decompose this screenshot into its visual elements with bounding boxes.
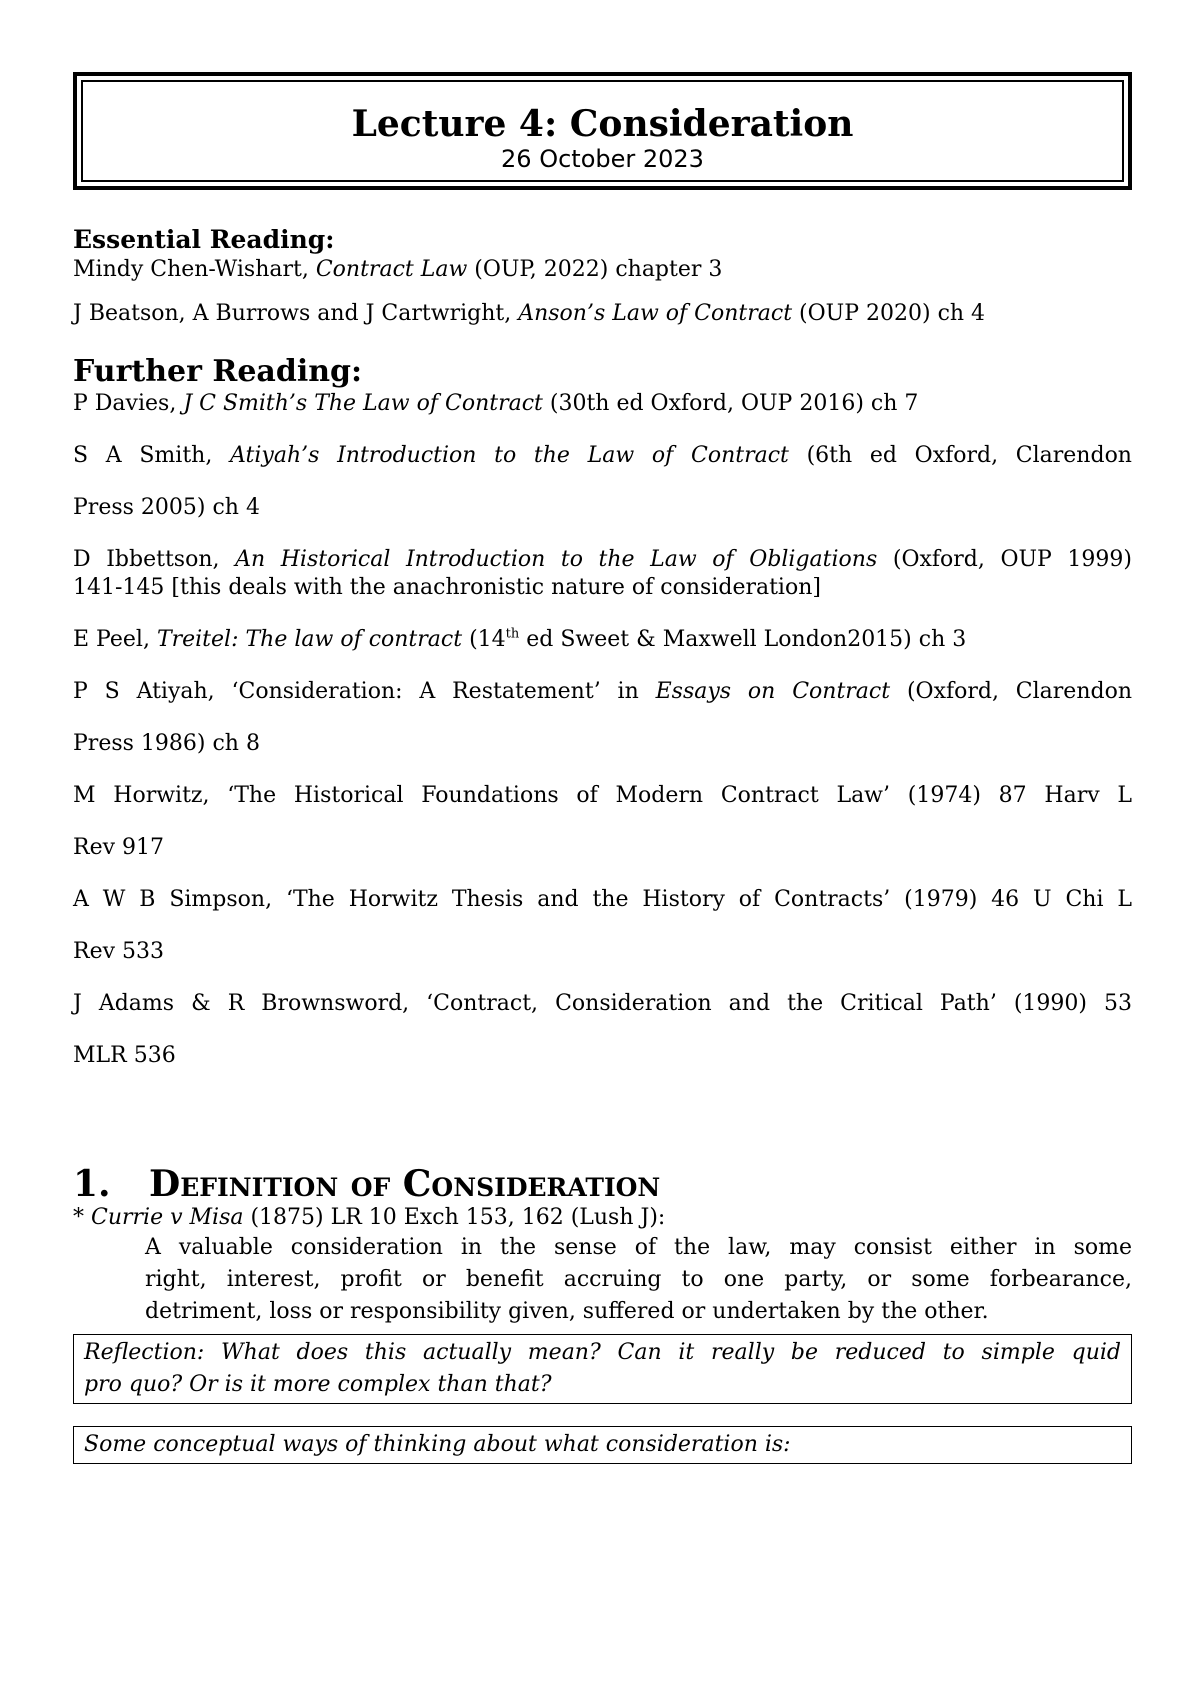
further-ref-5: P S Atiyah, ‘Consideration: A Restatement’ in Essays on Contract (Oxford, Clarendon: [73, 679, 1132, 704]
reflection-line-1: Reflection: What does this actually mean? Can it really be reduced to simple quid: [84, 1340, 1121, 1365]
further-reading-heading: Further Reading:: [73, 354, 363, 389]
further-ref-4: E Peel, Treitel: The law of contract (14th ed Sweet & Maxwell London2015) ch 3: [73, 626, 967, 652]
further-ref-2-cont: Press 2005) ch 4: [73, 495, 260, 520]
document-page: [73, 72, 1132, 1464]
quote-line-1: A valuable consideration in the sense of the law, may consist either in some: [145, 1235, 1132, 1260]
further-ref-7: A W B Simpson, ‘The Horwitz Thesis and the History of Contracts’ (1979) 46 U Chi L: [73, 887, 1132, 912]
further-ref-5-cont: Press 1986) ch 8: [73, 731, 260, 756]
further-ref-6-cont: Rev 917: [73, 835, 164, 860]
section-1-number: 1.: [73, 1163, 111, 1205]
title-box: [73, 72, 1132, 190]
further-ref-3: D Ibbettson, An Historical Introduction to the Law of Obligations (Oxford, OUP 1999): [73, 547, 1132, 572]
quote-line-2: right, interest, profit or benefit accruing to one party, or some forbearance,: [145, 1267, 1132, 1292]
further-ref-1: P Davies, J C Smith’s The Law of Contract (30th ed Oxford, OUP 2016) ch 7: [73, 391, 919, 416]
further-ref-6: M Horwitz, ‘The Historical Foundations of Modern Contract Law’ (1974) 87 Harv L: [73, 783, 1132, 808]
section-1-title: Definition of Consideration: [149, 1163, 661, 1205]
further-ref-8: J Adams & R Brownsword, ‘Contract, Consideration and the Critical Path’ (1990) 53: [73, 991, 1132, 1016]
reflection-box: [73, 1334, 1132, 1404]
lecture-title: Lecture 4: Consideration: [351, 103, 854, 145]
conceptual-box: Some conceptual ways of thinking about what consideration is:: [73, 1426, 1132, 1464]
essential-ref-2: J Beatson, A Burrows and J Cartwright, Anson’s Law of Contract (OUP 2020) ch 4: [73, 301, 986, 326]
case-citation: * Currie v Misa (1875) LR 10 Exch 153, 162 (Lush J):: [73, 1205, 666, 1230]
reflection-line-2: pro quo? Or is it more complex than that?: [84, 1372, 552, 1397]
further-ref-3-cont: 141-145 [this deals with the anachronistic nature of consideration]: [73, 575, 821, 600]
quote-line-3: detriment, loss or responsibility given, suffered or undertaken by the other.: [145, 1299, 989, 1324]
further-ref-7-cont: Rev 533: [73, 939, 164, 964]
section-1-heading: [73, 1164, 1132, 1204]
essential-ref-1: Mindy Chen-Wishart, Contract Law (OUP, 2022) chapter 3: [73, 257, 723, 282]
essential-reading-heading: Essential Reading:: [73, 225, 335, 254]
lecture-date: 26 October 2023: [501, 145, 704, 173]
further-ref-8-cont: MLR 536: [73, 1043, 176, 1068]
further-ref-2: S A Smith, Atiyah’s Introduction to the Law of Contract (6th ed Oxford, Clarendon: [73, 443, 1132, 468]
case-quote: [145, 1232, 1132, 1328]
